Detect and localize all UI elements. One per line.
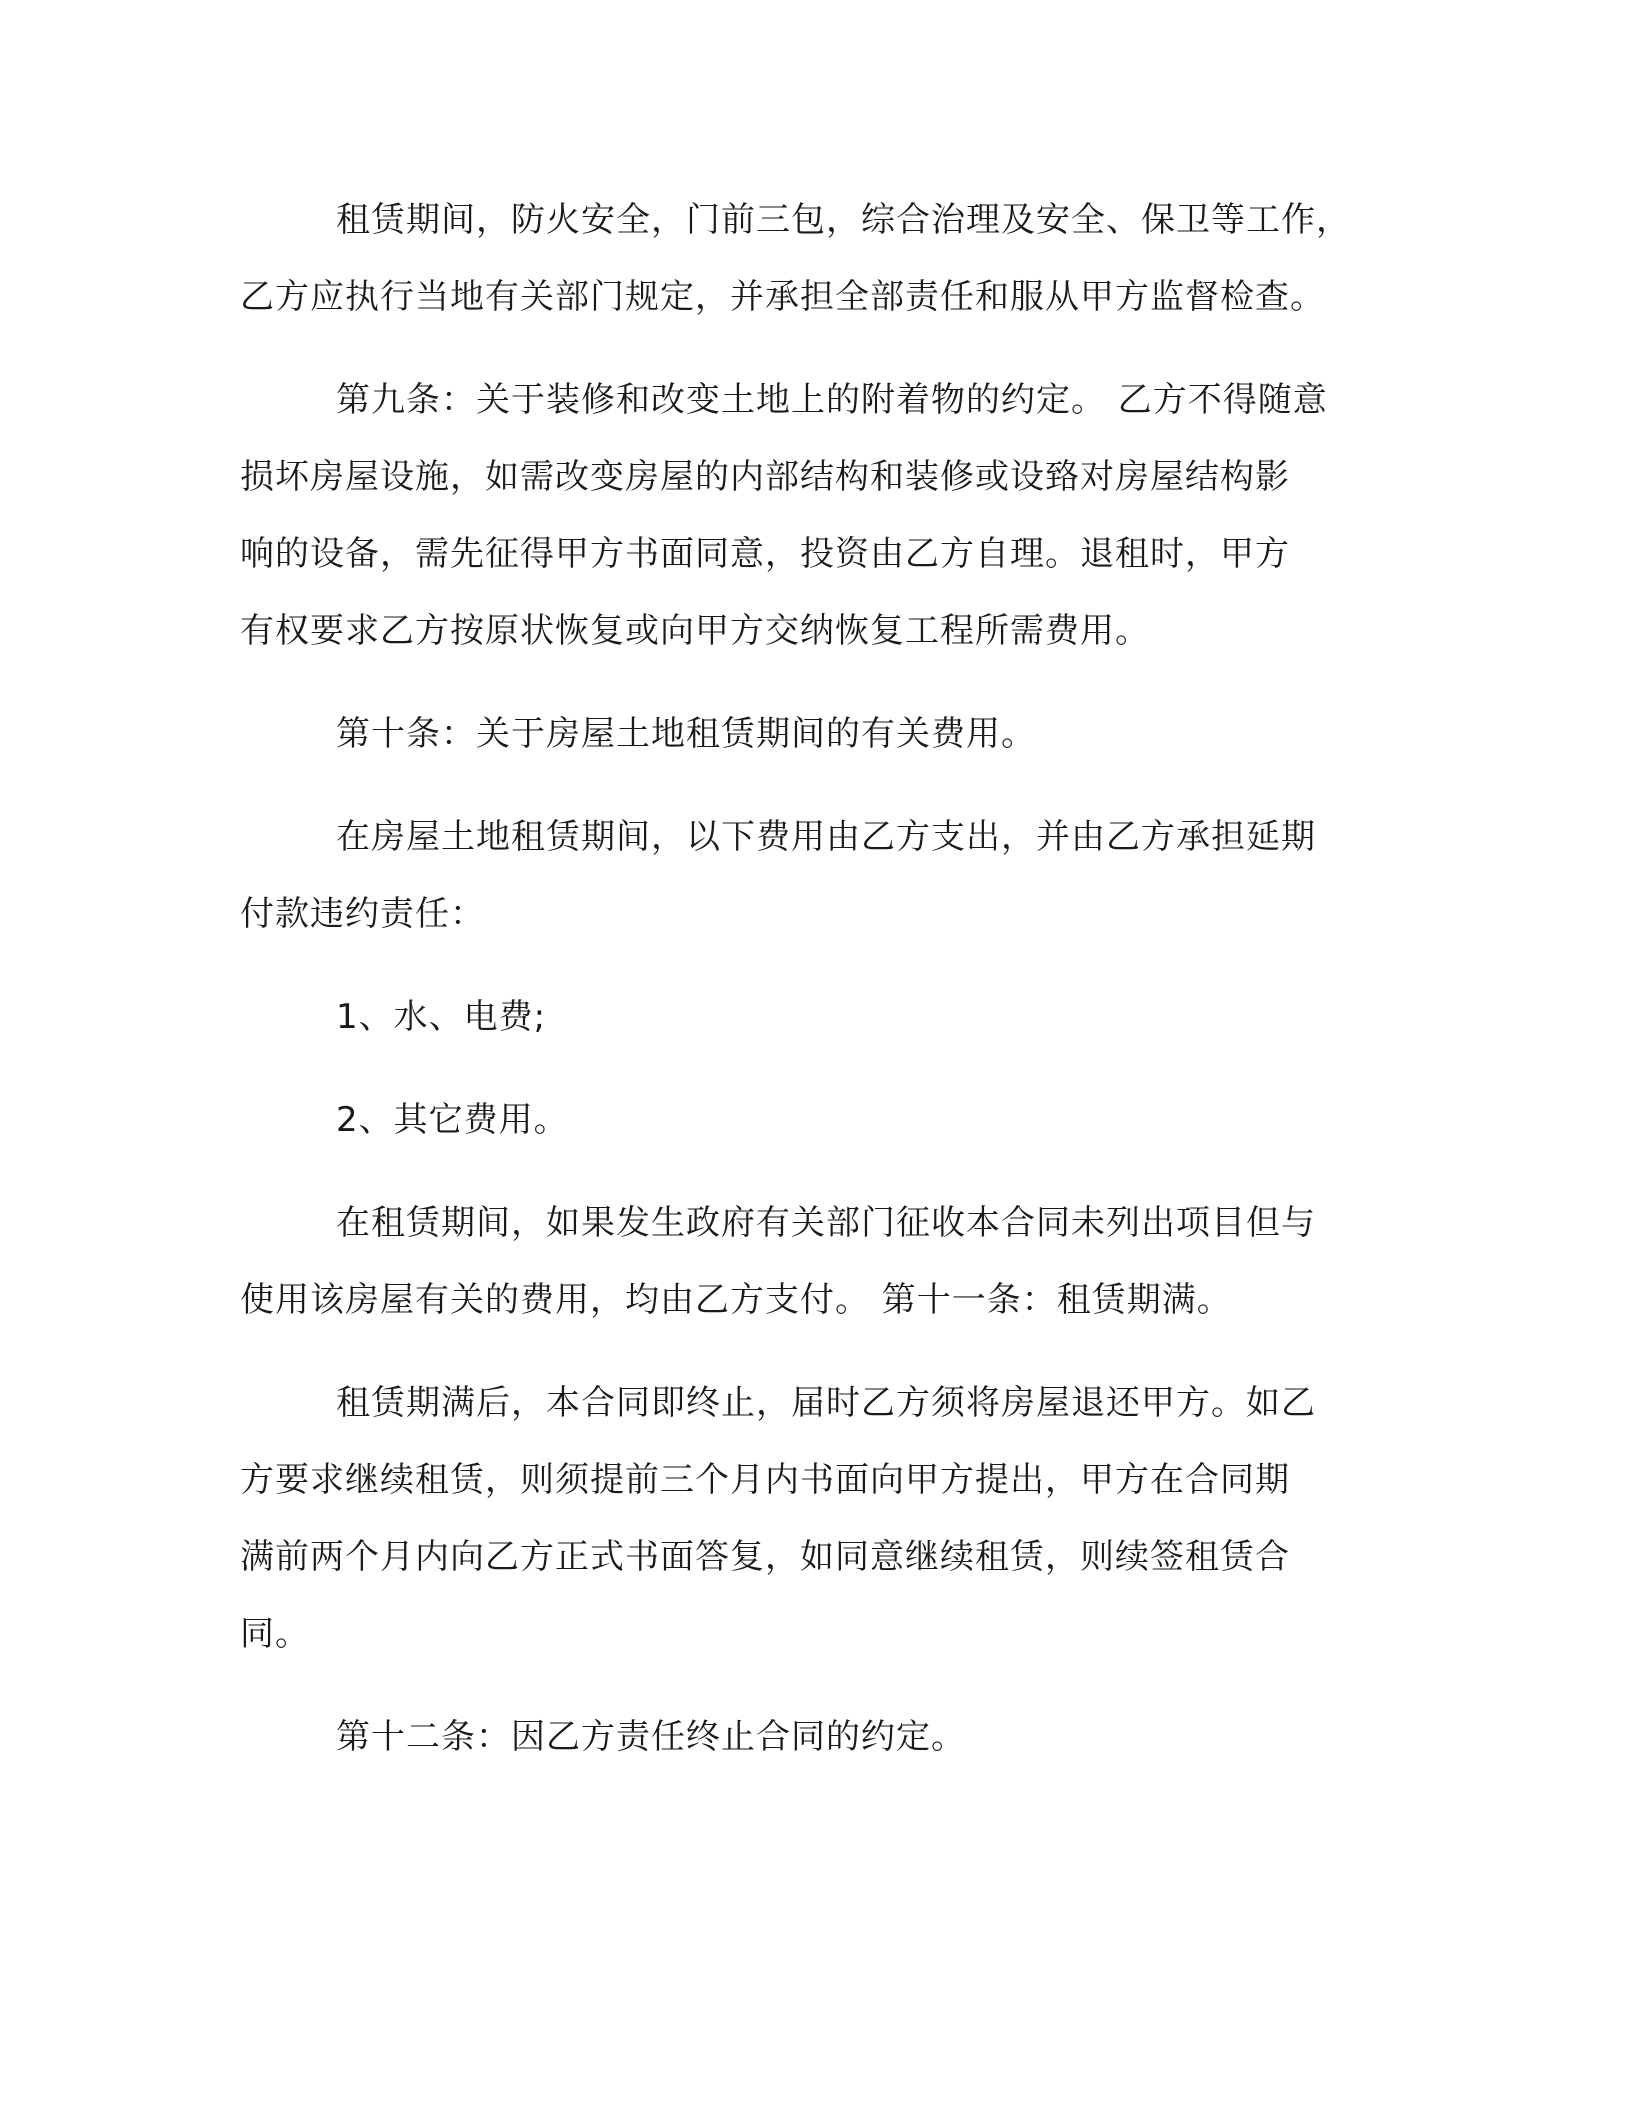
paragraph-article-9 (240, 362, 1400, 670)
text-line: 租赁期间，防火安全，门前三包，综合治理及安全、保卫等工作， (336, 200, 1351, 240)
paragraph-expenses-intro (240, 799, 1400, 953)
text-line: 响的设备，需先征得甲方书面同意，投资由乙方自理。退租时，甲方 (240, 534, 1290, 574)
paragraph-fire-safety (240, 182, 1400, 336)
text-line: 付款违约责任： (240, 894, 485, 934)
text-line: 方要求继续租赁，则须提前三个月内书面向甲方提出，甲方在合同期 (240, 1460, 1290, 1500)
text-line: 同。 (240, 1614, 310, 1654)
text-line: 满前两个月内向乙方正式书面答复，如同意继续租赁，则续签租赁合 (240, 1537, 1290, 1577)
text-line: 第九条：关于装修和改变土地上的附着物的约定。 乙方不得随意 (336, 380, 1328, 420)
paragraph-government-fees (240, 1185, 1400, 1339)
text-line: 2、其它费用。 (336, 1100, 569, 1140)
paragraph-article-12-heading (240, 1699, 1400, 1776)
text-line: 第十二条：因乙方责任终止合同的约定。 (336, 1717, 966, 1757)
list-item-utilities (240, 979, 1400, 1056)
text-line: 使用该房屋有关的费用，均由乙方支付。 第十一条：租赁期满。 (240, 1280, 1232, 1320)
text-line: 租赁期满后，本合同即终止，届时乙方须将房屋退还甲方。如乙 (336, 1383, 1316, 1423)
text-line: 在房屋土地租赁期间，以下费用由乙方支出，并由乙方承担延期 (336, 817, 1316, 857)
text-line: 有权要求乙方按原状恢复或向甲方交纳恢复工程所需费用。 (240, 611, 1150, 651)
text-line: 第十条：关于房屋土地租赁期间的有关费用。 (336, 714, 1036, 754)
paragraph-lease-expiry (240, 1365, 1400, 1673)
text-line: 乙方应执行当地有关部门规定，并承担全部责任和服从甲方监督检查。 (240, 277, 1325, 317)
text-line: 在租赁期间，如果发生政府有关部门征收本合同未列出项目但与 (336, 1203, 1316, 1243)
text-line: 1、水、电费; (336, 997, 547, 1037)
text-line: 损坏房屋设施，如需改变房屋的内部结构和装修或设臵对房屋结构影 (240, 457, 1290, 497)
document-body (240, 182, 1400, 1802)
paragraph-article-10-heading (240, 696, 1400, 773)
list-item-other-fees (240, 1082, 1400, 1159)
